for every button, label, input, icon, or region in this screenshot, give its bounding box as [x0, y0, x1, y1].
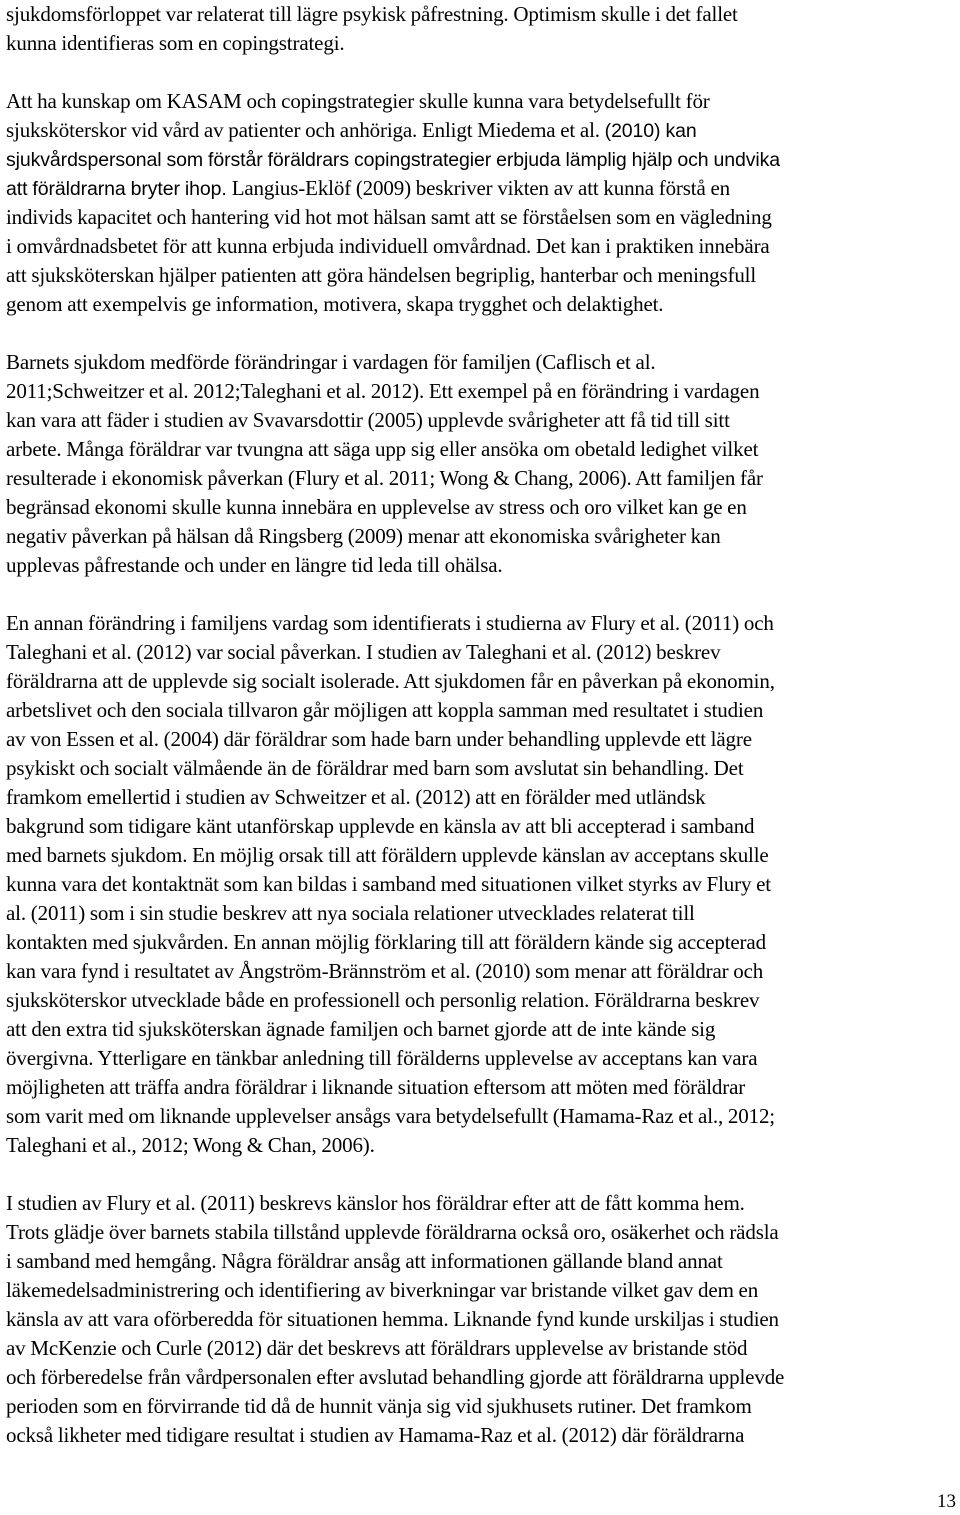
- text-run: genom att exempelvis ge information, motivera, skapa trygghet och delaktighet.: [6, 292, 664, 316]
- text-run: att föräldrarna bryter ihop.: [6, 178, 232, 200]
- text-line: [6, 493, 954, 522]
- text-line: [6, 1305, 954, 1334]
- text-run: att den extra tid sjuksköterskan ägnade familjen och barnet gjorde att de inte kände sig: [6, 1017, 716, 1041]
- paragraph: [6, 87, 954, 319]
- text-run: Taleghani et al., 2012; Wong & Chan, 2006).: [6, 1133, 375, 1157]
- text-run: av McKenzie och Curle (2012) där det beskrevs att föräldrars upplevelse av bristande stöd: [6, 1336, 748, 1360]
- text-run: kunna vara det kontaktnät som kan bildas i samband med situationen vilket styrks av Flury et: [6, 872, 771, 896]
- text-run: läkemedelsadministrering och identifiering av biverkningar var bristande vilket gav dem en: [6, 1278, 759, 1302]
- paragraph-gap: [6, 319, 954, 348]
- text-run: Langius-Eklöf (2009) beskriver vikten av att kunna förstå en: [231, 176, 730, 200]
- text-run: bakgrund som tidigare känt utanförskap upplevde en känsla av att bli accepterad i samband: [6, 814, 755, 838]
- text-run: kunna identifieras som en copingstrategi.: [6, 31, 345, 55]
- text-line: [6, 87, 954, 116]
- text-line: [6, 899, 954, 928]
- page-number: 13: [937, 1491, 956, 1512]
- text-run: föräldrarna att de upplevde sig socialt isolerade. Att sjukdomen får en påverkan på ekonomin,: [6, 669, 775, 693]
- text-line: [6, 1363, 954, 1392]
- text-line: [6, 464, 954, 493]
- text-line: [6, 1392, 954, 1421]
- text-line: [6, 1218, 954, 1247]
- text-run: individs kapacitet och hantering vid hot mot hälsan samt att se förståelsen som en vägledning: [6, 205, 772, 229]
- text-run: (2010) kan: [604, 120, 697, 142]
- text-line: [6, 232, 954, 261]
- text-run: sjukvårdspersonal som förstår föräldrars copingstrategier erbjuda lämplig hjälp och undvika: [6, 149, 781, 171]
- text-line: [6, 667, 954, 696]
- text-line: [6, 1334, 954, 1363]
- text-run: och förberedelse från vårdpersonalen efter avslutad behandling gjorde att föräldrarna upplevde: [6, 1365, 785, 1389]
- text-run: av von Essen et al. (2004) där föräldrar som hade barn under behandling upplevde ett lägre: [6, 727, 752, 751]
- text-run: Taleghani et al. (2012) var social påverkan. I studien av Taleghani et al. (2012) beskrev: [6, 640, 721, 664]
- text-line: [6, 522, 954, 551]
- paragraph: [6, 1189, 954, 1450]
- text-line: [6, 928, 954, 957]
- text-line: [6, 841, 954, 870]
- text-run: begränsad ekonomi skulle kunna innebära en upplevelse av stress och oro vilket kan ge en: [6, 495, 747, 519]
- text-run: 2011;Schweitzer et al. 2012;Taleghani et al. 2012). Ett exempel på en förändring i vardagen: [6, 379, 760, 403]
- text-run: negativ påverkan på hälsan då Ringsberg (2009) menar att ekonomiska svårigheter kan: [6, 524, 721, 548]
- text-run: I studien av Flury et al. (2011) beskrevs känslor hos föräldrar efter att de fått komma hem.: [6, 1191, 745, 1215]
- text-run: psykiskt och socialt välmående än de föräldrar med barn som avslutat sin behandling. Det: [6, 756, 744, 780]
- text-run: Barnets sjukdom medförde förändringar i vardagen för familjen (Caflisch et al.: [6, 350, 656, 374]
- text-line: [6, 174, 954, 203]
- text-run: Att ha kunskap om KASAM och copingstrategier skulle kunna vara betydelsefullt för: [6, 89, 710, 113]
- text-line: [6, 812, 954, 841]
- text-line: [6, 261, 954, 290]
- text-line: [6, 435, 954, 464]
- text-run: med barnets sjukdom. En möjlig orsak till att föräldern upplevde känslan av acceptans skulle: [6, 843, 769, 867]
- text-line: [6, 1073, 954, 1102]
- text-line: [6, 0, 954, 29]
- text-line: [6, 1131, 954, 1160]
- document-body: [6, 0, 954, 1450]
- text-line: [6, 290, 954, 319]
- text-line: [6, 754, 954, 783]
- text-run: övergivna. Ytterligare en tänkbar anledning till förälderns upplevelse av acceptans kan vara: [6, 1046, 758, 1070]
- text-line: [6, 116, 954, 145]
- text-run: att sjuksköterskan hjälper patienten att göra händelsen begriplig, hanterbar och meningsfull: [6, 263, 757, 287]
- paragraph-gap: [6, 1160, 954, 1189]
- text-run: framkom emellertid i studien av Schweitzer et al. (2012) att en förälder med utländsk: [6, 785, 706, 809]
- text-run: arbete. Många föräldrar var tvungna att säga upp sig eller ansöka om obetald ledighet vilket: [6, 437, 759, 461]
- text-run: resulterade i ekonomisk påverkan (Flury et al. 2011; Wong & Chang, 2006). Att familjen får: [6, 466, 763, 490]
- text-run: sjuksköterskor utvecklade både en professionell och personlig relation. Föräldrarna beskrev: [6, 988, 760, 1012]
- text-line: [6, 1102, 954, 1131]
- text-run: kontakten med sjukvården. En annan möjlig förklaring till att föräldern kände sig accepterad: [6, 930, 766, 954]
- text-run: al. (2011) som i sin studie beskrev att nya sociala relationer utvecklades relaterat till: [6, 901, 695, 925]
- text-run: perioden som en förvirrande tid då de hunnit vänja sig vid sjukhusets rutiner. Det framkom: [6, 1394, 752, 1418]
- text-run: Trots glädje över barnets stabila tillstånd upplevde föräldrarna också oro, osäkerhet och rädsla: [6, 1220, 779, 1244]
- paragraph-gap: [6, 580, 954, 609]
- paragraph: [6, 348, 954, 580]
- text-line: [6, 696, 954, 725]
- text-line: [6, 406, 954, 435]
- text-run: också likheter med tidigare resultat i studien av Hamama-Raz et al. (2012) där föräldrarna: [6, 1423, 745, 1447]
- text-run: En annan förändring i familjens vardag som identifierats i studierna av Flury et al. (2011) och: [6, 611, 774, 635]
- text-line: [6, 1189, 954, 1218]
- paragraph: [6, 609, 954, 1160]
- text-run: upplevas påfrestande och under en längre tid leda till ohälsa.: [6, 553, 503, 577]
- text-line: [6, 348, 954, 377]
- text-line: [6, 551, 954, 580]
- paragraph: [6, 0, 954, 58]
- text-run: arbetslivet och den sociala tillvaron går möjligen att koppla samman med resultatet i studien: [6, 698, 764, 722]
- text-run: sjuksköterskor vid vård av patienter och anhöriga. Enligt Miedema et al.: [6, 118, 605, 142]
- text-line: [6, 638, 954, 667]
- text-line: [6, 1044, 954, 1073]
- text-line: [6, 1276, 954, 1305]
- text-run: i samband med hemgång. Några föräldrar ansåg att informationen gällande bland annat: [6, 1249, 723, 1273]
- text-line: [6, 377, 954, 406]
- text-line: [6, 1421, 954, 1450]
- text-line: [6, 783, 954, 812]
- text-line: [6, 957, 954, 986]
- text-line: [6, 725, 954, 754]
- text-line: [6, 609, 954, 638]
- text-line: [6, 203, 954, 232]
- paragraph-gap: [6, 58, 954, 87]
- text-run: kan vara fynd i resultatet av Ångström-Brännström et al. (2010) som menar att föräldrar och: [6, 959, 764, 983]
- text-run: sjukdomsförloppet var relaterat till lägre psykisk påfrestning. Optimism skulle i det fallet: [6, 2, 738, 26]
- text-run: möjligheten att träffa andra föräldrar i liknande situation eftersom att möten med föräldrar: [6, 1075, 746, 1099]
- text-run: som varit med om liknande upplevelser ansågs vara betydelsefullt (Hamama-Raz et al., 2012;: [6, 1104, 775, 1128]
- text-line: [6, 1247, 954, 1276]
- text-line: [6, 29, 954, 58]
- text-line: [6, 986, 954, 1015]
- text-run: kan vara att fäder i studien av Svavarsdottir (2005) upplevde svårigheter att få tid till sitt: [6, 408, 730, 432]
- text-line: [6, 145, 954, 174]
- text-line: [6, 1015, 954, 1044]
- text-run: i omvårdnadsbetet för att kunna erbjuda individuell omvårdnad. Det kan i praktiken innebära: [6, 234, 770, 258]
- text-run: känsla av att vara oförberedda för situationen hemma. Liknande fynd kunde urskiljas i studien: [6, 1307, 779, 1331]
- text-line: [6, 870, 954, 899]
